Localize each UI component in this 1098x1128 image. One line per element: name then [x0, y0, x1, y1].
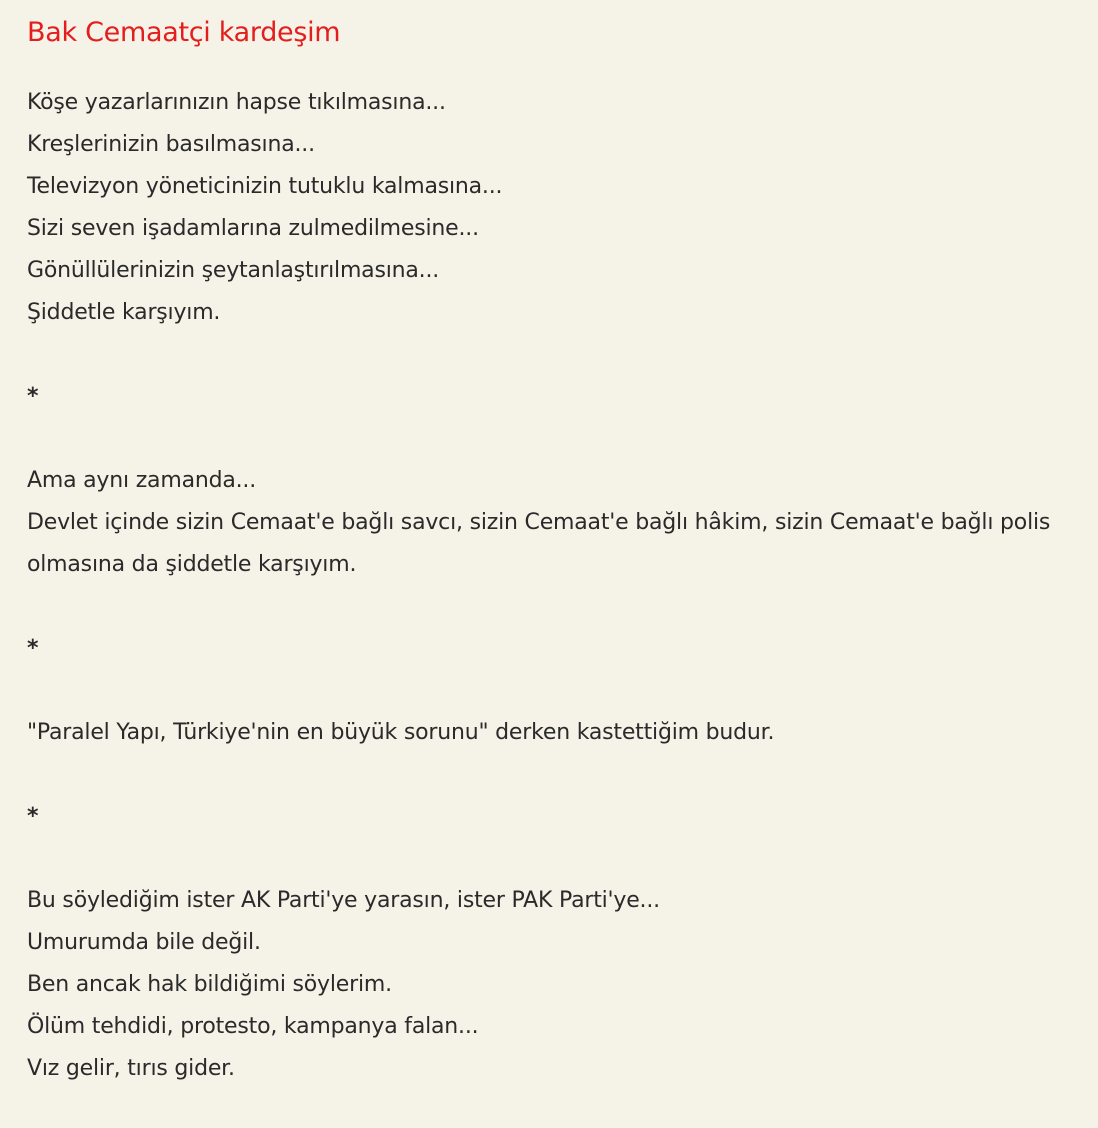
paragraph-1: [27, 82, 1098, 334]
paragraph-line: Köşe yazarlarınızın hapse tıkılmasına...: [27, 90, 446, 115]
section-separator: *: [27, 804, 39, 829]
paragraph-line: "Paralel Yapı, Türkiye'nin en büyük sorunu" derken kastettiğim budur.: [27, 720, 775, 745]
paragraph-line: Şiddetle karşıyım.: [27, 300, 221, 325]
paragraph-line: Umurumda bile değil.: [27, 930, 261, 955]
paragraph-line: Ama aynı zamanda...: [27, 468, 257, 493]
paragraph-line: Gönüllülerinizin şeytanlaştırılmasına...: [27, 258, 440, 283]
section-separator: *: [27, 636, 39, 661]
paragraph-line: Vız gelir, tırıs gider.: [27, 1056, 235, 1081]
section-separator: *: [27, 384, 39, 409]
article-title: Bak Cemaatçi kardeşim: [27, 17, 341, 48]
paragraph-line: Bu söylediğim ister AK Parti'ye yarasın, ister PAK Parti'ye...: [27, 888, 660, 913]
paragraph-line: Devlet içinde sizin Cemaat'e bağlı savcı, sizin Cemaat'e bağlı hâkim, sizin Cemaat'e bağlı polis olmasına da şiddetle karşıyım.: [27, 510, 1051, 577]
paragraph-line: Televizyon yöneticinizin tutuklu kalmasına...: [27, 174, 503, 199]
paragraph-3: [27, 712, 1098, 754]
paragraph-line: Ölüm tehdidi, protesto, kampanya falan...: [27, 1014, 479, 1039]
paragraph-4: [27, 880, 1098, 1090]
paragraph-line: Ben ancak hak bildiğimi söylerim.: [27, 972, 392, 997]
paragraph-line: Sizi seven işadamlarına zulmedilmesine...: [27, 216, 479, 241]
paragraph-2: [27, 460, 1098, 586]
paragraph-line: Kreşlerinizin basılmasına...: [27, 132, 315, 157]
